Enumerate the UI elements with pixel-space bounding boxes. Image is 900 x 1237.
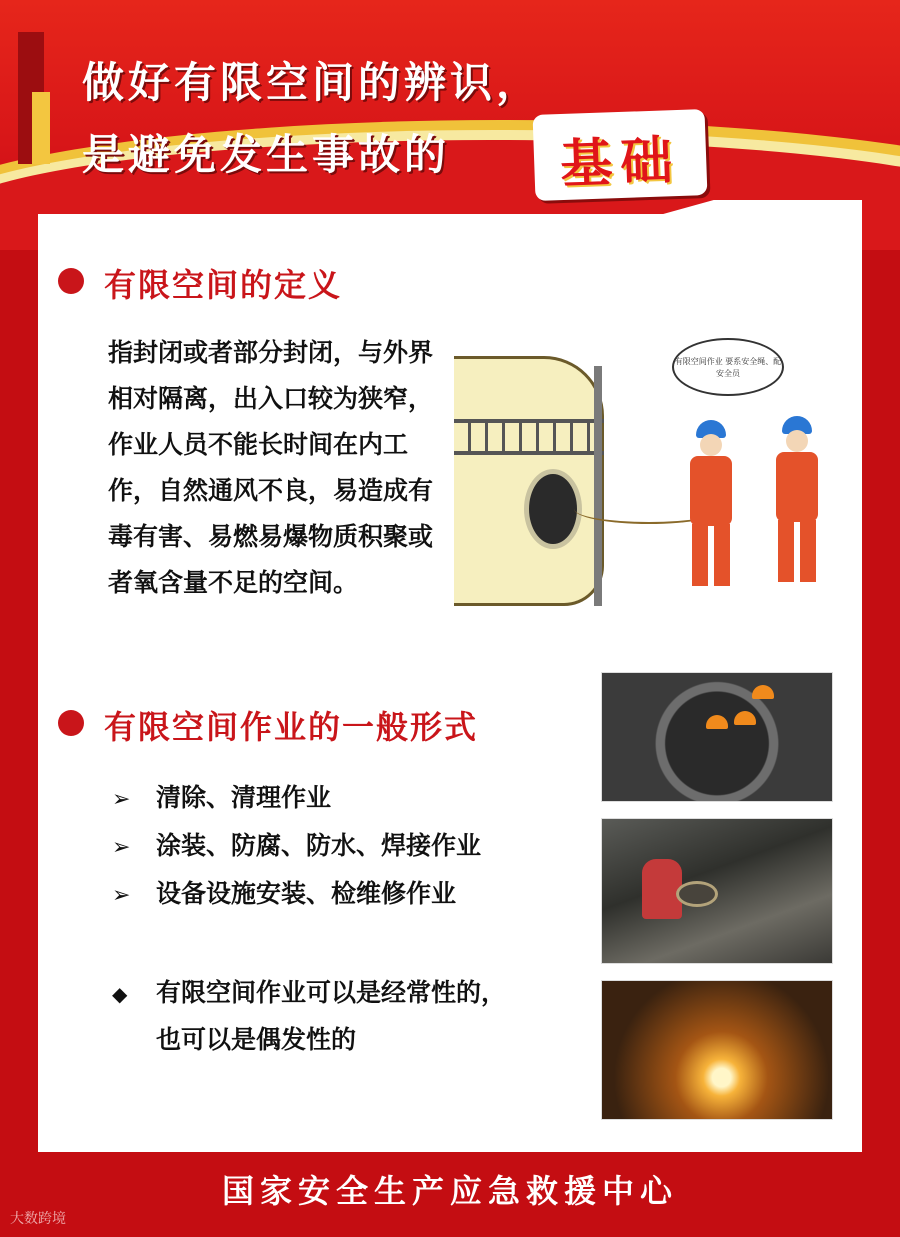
photo-welding	[601, 980, 833, 1120]
photo-tank-cleaning	[601, 818, 833, 964]
section2-bullet-icon	[58, 710, 84, 736]
list-item: ➢ 清除、清理作业	[112, 783, 332, 812]
watermark: 大数跨境	[10, 1211, 66, 1227]
list-item: ➢ 设备设施安装、检维修作业	[112, 879, 457, 908]
note-text: ◆ 有限空间作业可以是经常性的， 也可以是偶发性的	[112, 970, 506, 1063]
section1-title: 有限空间的定义	[104, 266, 343, 304]
title-badge-text: 基础	[559, 130, 682, 196]
section2-title: 有限空间作业的一般形式	[104, 708, 479, 746]
worker-figure	[680, 420, 740, 590]
arrow-bullet-icon: ➢	[112, 835, 131, 860]
page-title-line1: 做好有限空间的辨识，	[82, 58, 543, 107]
section1-bullet-icon	[58, 268, 84, 294]
arrow-bullet-icon: ➢	[112, 883, 131, 908]
tank-illustration	[454, 356, 604, 606]
diamond-bullet-icon: ◆	[112, 982, 128, 1006]
page-title-line2: 是避免发生事故的	[82, 130, 451, 179]
speech-bubble: 有限空间作业 要系安全绳、配安全员	[672, 338, 784, 396]
accent-bar-yellow	[32, 92, 50, 164]
footer-organization: 国家安全生产应急救援中心	[221, 1172, 678, 1210]
photo-pipe-workers	[601, 672, 833, 802]
confined-space-illustration	[454, 336, 850, 616]
definition-text: 指封闭或者部分封闭，与外界相对隔离，出入口较为狭窄，作业人员不能长时间在内工作，自然通风不良，易造成有毒有害、易燃易爆物质积聚或者氧含量不足的空间。	[108, 338, 434, 597]
list-item: ➢ 涂装、防腐、防水、焊接作业	[112, 831, 482, 860]
safety-officer-figure	[766, 416, 826, 586]
title-badge	[533, 109, 708, 201]
arrow-bullet-icon: ➢	[112, 787, 131, 812]
